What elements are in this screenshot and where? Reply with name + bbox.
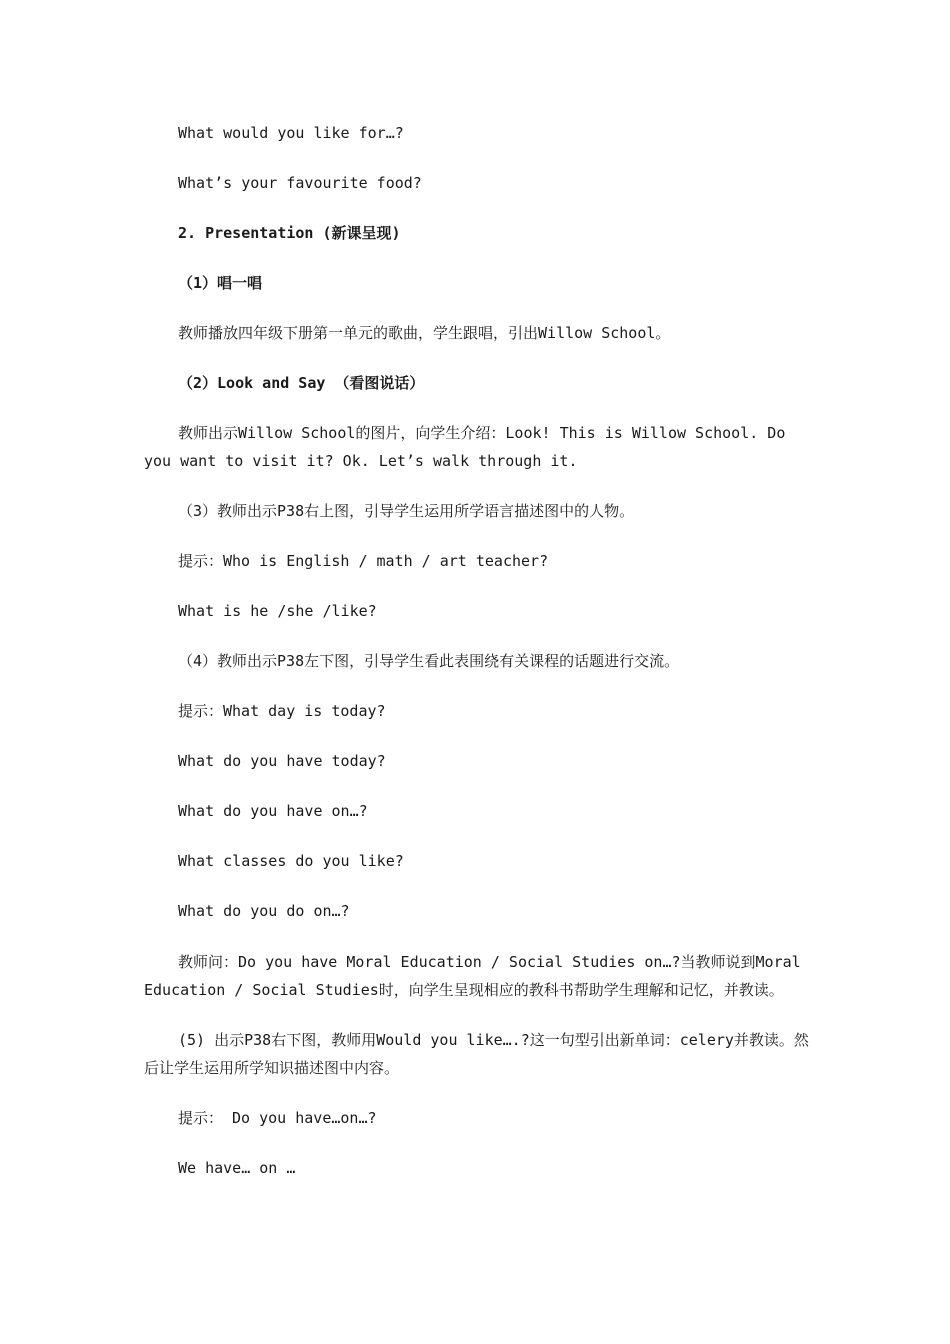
hint-classes-like: What classes do you like? bbox=[178, 852, 404, 870]
instruction-picture-top-right: （3）教师出示P38右上图，引导学生运用所学语言描述图中的人物。 bbox=[178, 502, 635, 520]
paragraph-willow-school: 教师出示Willow School的图片，向学生介绍：Look! This is Willow School. Do you want to visit it? Ok. Let’s walk through it. bbox=[144, 424, 786, 470]
paragraph-celery: (5) 出示P38右下图，教师用Would you like….?这一句型引出新单词：celery并教读。然后让学生运用所学知识描述图中内容。 bbox=[144, 1031, 809, 1077]
section-heading-presentation: 2. Presentation (新课呈现) bbox=[178, 224, 401, 242]
hint-do-you-have: 提示： Do you have…on…? bbox=[178, 1109, 377, 1127]
hint-what-day: 提示：What day is today? bbox=[178, 702, 386, 720]
question-line-meal: What would you like for…? bbox=[178, 124, 404, 142]
hint-do-on: What do you do on…? bbox=[178, 902, 350, 920]
instruction-picture-bottom-left: （4）教师出示P38左下图，引导学生看此表围绕有关课程的话题进行交流。 bbox=[178, 652, 680, 670]
hint-what-is-he-like: What is he /she /like? bbox=[178, 602, 377, 620]
hint-have-on: What do you have on…? bbox=[178, 802, 368, 820]
hint-have-today: What do you have today? bbox=[178, 752, 386, 770]
instruction-song: 教师播放四年级下册第一单元的歌曲，学生跟唱，引出Willow School。 bbox=[178, 324, 671, 342]
hint-we-have: We have… on … bbox=[178, 1159, 296, 1177]
subheading-look-and-say: （2）Look and Say （看图说话） bbox=[178, 374, 425, 392]
question-line-favourite-food: What’s your favourite food? bbox=[178, 174, 422, 192]
hint-teacher-question: 提示：Who is English / math / art teacher? bbox=[178, 552, 549, 570]
paragraph-moral-education: 教师问：Do you have Moral Education / Social Studies on…?当教师说到Moral Education / Social Studies时，向学生呈现相应的教科书帮助学生理解和记忆，并教读。 bbox=[144, 953, 801, 999]
subheading-sing: （1）唱一唱 bbox=[178, 274, 263, 292]
